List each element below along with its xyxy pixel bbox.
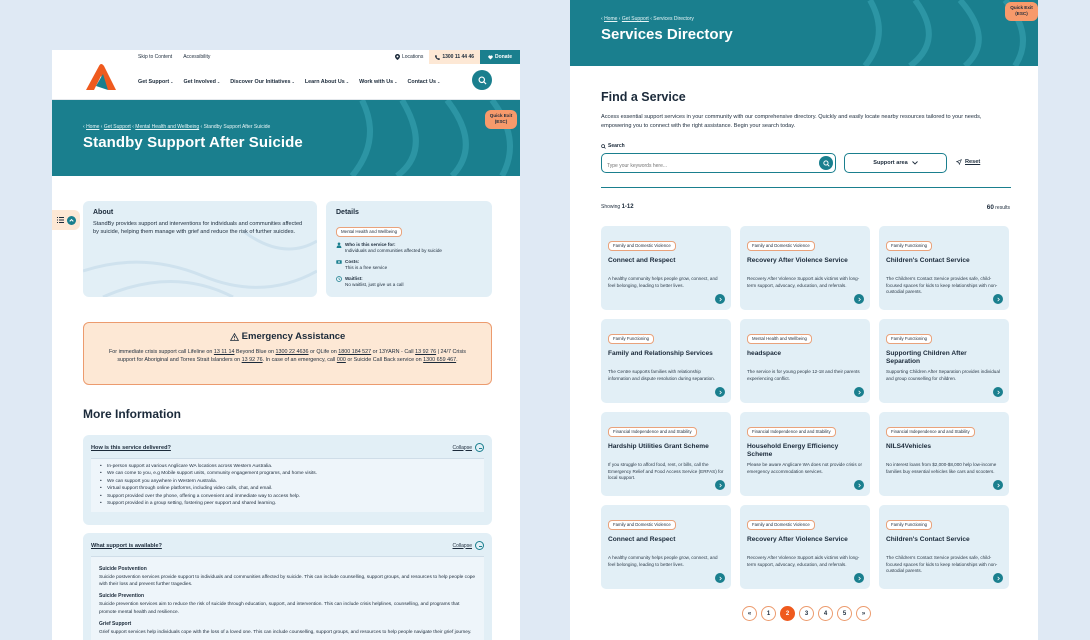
section-text: Grief support services help individuals cope with the loss of a loved one. This can include counselling, support groups, and resources to help people navigate their grief journey.	[99, 629, 472, 635]
list-item: • Virtual support through online platforms, including video calls, chat, and email.	[99, 485, 476, 492]
search-icon	[478, 76, 487, 85]
nav-search-button[interactable]	[472, 70, 492, 90]
list-item: • Support provided in a group setting, fostering peer support and shared learning.	[99, 500, 476, 507]
service-title: Connect and Respect	[608, 536, 676, 543]
breadcrumb-separator-icon: ‹	[83, 124, 87, 130]
detail-costs	[336, 259, 482, 272]
reset-arrow-icon	[956, 159, 962, 165]
main-navigation	[52, 64, 520, 100]
costs-value: This is a free service	[345, 265, 388, 271]
page-2-button[interactable]: 2	[780, 606, 795, 621]
arrow-right-icon[interactable]	[854, 294, 864, 304]
utility-bar	[52, 50, 520, 64]
phone-link[interactable]	[429, 50, 480, 64]
service-title: Recovery After Violence Service	[747, 257, 848, 264]
list-icon	[57, 217, 64, 223]
service-description: The Children's Contact Service provides safe, child-focused spaces for kids to keep relationships with non-custodial parents.	[886, 555, 998, 574]
search-box	[601, 153, 836, 173]
emergency-heading-text: Emergency Assistance	[241, 331, 346, 342]
list-item: • In-person support at various Anglicare WA locations across Western Australia.	[99, 463, 476, 470]
donate-button[interactable]	[480, 50, 520, 64]
page-1-button[interactable]: 1	[761, 606, 776, 621]
accordion-question: How is this service delivered?	[91, 444, 171, 451]
section-title: Grief Support	[99, 620, 132, 627]
arrow-right-icon[interactable]	[993, 573, 1003, 583]
find-service-heading: Find a Service	[601, 90, 686, 104]
service-description: Recovery After Violence Support aids victims with long-term support, advocacy, education, and referrals.	[747, 276, 860, 288]
chevron-down-icon	[912, 161, 918, 165]
category-tag: Family and Domestic Violence	[747, 241, 815, 251]
results-count-value: 60	[986, 204, 994, 211]
list-item: • We can come to you, e.g Mobile support units, community engagement programs, and home visits.	[99, 470, 476, 477]
about-card	[83, 201, 317, 297]
service-title: Children's Contact Service	[886, 257, 970, 264]
detail-who	[336, 242, 482, 255]
accordion-header[interactable]	[91, 541, 484, 550]
category-tag: Financial Independence and and Stability	[608, 427, 697, 437]
money-icon	[336, 259, 342, 265]
service-description: The Centre supports families with relationship information and dispute resolution during separation.	[608, 369, 715, 381]
locations-label: Locations	[401, 54, 424, 60]
detail-waitlist	[336, 276, 482, 289]
arrow-right-icon[interactable]	[854, 387, 864, 397]
pagination	[742, 606, 871, 621]
quick-exit-button[interactable]	[485, 110, 517, 129]
service-card[interactable]	[740, 226, 870, 310]
utility-right	[389, 50, 520, 64]
category-tag: Financial Independence and and Stability	[747, 427, 836, 437]
quick-exit-key: (ESC)	[494, 118, 508, 124]
search-label	[601, 143, 625, 149]
chevron-down-icon: ⌄	[170, 78, 174, 84]
breadcrumb-home[interactable]: Home	[86, 124, 100, 130]
breadcrumb-separator-icon: ‹	[100, 124, 104, 130]
search-submit-button[interactable]	[819, 156, 833, 170]
services-grid	[601, 226, 1011, 589]
service-description: If you struggle to afford food, rent, or bills, call the Emergency Relief and Food Access Service (ERFAS) for local support.	[608, 462, 724, 481]
donate-label: Donate	[495, 54, 512, 60]
arrow-right-icon[interactable]	[854, 573, 864, 583]
arrow-right-icon[interactable]	[993, 294, 1003, 304]
list-item: • Support provided over the phone, offering a convenient and immediate way to access help.	[99, 493, 476, 500]
clock-icon	[336, 276, 342, 282]
chevron-down-icon: ⌄	[216, 78, 221, 84]
category-tag: Family and Domestic Violence	[608, 241, 676, 251]
page-5-button[interactable]: 5	[837, 606, 852, 621]
service-card[interactable]	[879, 412, 1009, 496]
accordion-header[interactable]	[91, 443, 484, 452]
waitlist-label: Waitlist:	[345, 275, 363, 281]
quick-exit-button[interactable]	[1005, 2, 1038, 21]
service-card[interactable]	[740, 505, 870, 589]
divider	[601, 187, 1011, 188]
quick-exit-label: Quick Exit	[489, 113, 513, 118]
13yarn-phone-link[interactable]: 13 92 76	[415, 349, 437, 355]
breadcrumb	[601, 16, 694, 22]
waitlist-value: No waitlist, just give us a call	[345, 282, 404, 288]
breadcrumb	[83, 124, 270, 130]
accessibility-link[interactable]: Accessibility	[183, 54, 211, 60]
emergency-phone-link[interactable]: 000	[336, 357, 346, 364]
skip-to-content-link[interactable]: Skip to Content	[138, 54, 173, 60]
service-title: Supporting Children After Separation	[886, 350, 967, 365]
phone-icon	[435, 55, 440, 60]
more-information-heading: More Information	[83, 407, 181, 421]
qlife-phone-link[interactable]: 1800 184 527	[338, 349, 372, 355]
breadcrumb-get-support[interactable]: Get Support	[103, 124, 131, 130]
chevron-down-icon: ⌄	[394, 78, 398, 84]
accordion-service-delivery	[83, 435, 492, 525]
service-title: NILS4Vehicles	[886, 443, 932, 450]
page-4-button[interactable]: 4	[818, 606, 833, 621]
heart-icon	[488, 55, 493, 60]
category-tag: Mental Health and Wellbeing	[336, 227, 402, 237]
service-title: Children's Contact Service	[886, 536, 970, 543]
services-directory-page	[570, 0, 1038, 640]
collapse-toggle[interactable]: Collapse	[453, 443, 484, 452]
breadcrumb-get-support[interactable]: Get Support	[621, 16, 649, 22]
service-card[interactable]	[740, 319, 870, 403]
arrow-right-icon[interactable]	[993, 387, 1003, 397]
nav-get-support[interactable]: Get Support⌄	[138, 78, 174, 85]
emergency-text: For immediate crisis support call Lifeline on 13 11 14 Beyond Blue on 1300 22 4636 or QLife on 1800 184 527 or 13YARN - Call 13 92 76 | 24/7 Crisis support for Aboriginal and Torres Strait Islanders on 13 92 76. In case of an emergency, call 000 or Suicide Call Back service on 1300 659 467.	[109, 349, 466, 364]
quick-exit-label: Quick Exit	[1010, 5, 1033, 10]
search-icon	[823, 160, 830, 167]
service-card[interactable]	[601, 226, 731, 310]
emergency-heading	[84, 331, 491, 342]
breadcrumb-mental-health[interactable]: Mental Health and Wellbeing	[135, 124, 200, 130]
service-card[interactable]	[601, 505, 731, 589]
service-detail-page	[52, 50, 520, 640]
anglicare-logo[interactable]	[82, 56, 118, 96]
about-heading: About	[93, 209, 114, 216]
chevron-down-icon: ⌄	[436, 78, 441, 84]
service-title: Hardship Utilities Grant Scheme	[608, 443, 709, 450]
accordion-body	[91, 556, 484, 640]
details-heading: Details	[336, 209, 359, 216]
breadcrumb-separator-icon: ‹	[132, 124, 136, 130]
collapse-icon	[475, 443, 484, 452]
delivery-list	[99, 463, 476, 508]
service-description: Please be aware Anglicare WA does not provide crisis or emergency accommodation services.	[747, 462, 862, 474]
category-tag: Family Functioning	[608, 334, 654, 344]
nav-learn-about-us[interactable]: Learn About Us⌄	[304, 78, 350, 85]
reset-label: Reset	[965, 159, 981, 165]
nav-get-involved[interactable]: Get Involved⌄	[183, 78, 221, 85]
chevron-up-icon	[67, 216, 76, 225]
page-3-button[interactable]: 3	[799, 606, 814, 621]
arrow-right-icon[interactable]	[715, 387, 725, 397]
emergency-assistance-box	[83, 322, 492, 385]
section-title: Suicide Postvention	[99, 566, 147, 572]
breadcrumb-separator-icon: ‹	[650, 16, 654, 22]
lifeline-phone-link[interactable]: 13 11 14	[213, 349, 235, 355]
suicide-callback-phone-link[interactable]: 1300 659 467	[423, 357, 457, 364]
first-page-button[interactable]: «	[742, 606, 757, 621]
page-title: Standby Support After Suicide	[83, 134, 303, 151]
section-text: Suicide prevention services aim to reduce the risk of suicide through education, support, and intervention. This can include crisis helplines, counselling, and programs that promote mental health and resilience.	[99, 602, 460, 615]
accordion-body	[91, 458, 484, 512]
service-description: A healthy community helps people grow, connect, and feel belonging, leading to better lives.	[608, 276, 718, 288]
service-description: Recovery After Violence Support aids victims with long-term support, advocacy, education, and referrals.	[747, 555, 860, 567]
breadcrumb-home[interactable]: Home	[604, 16, 618, 22]
locations-link[interactable]	[389, 50, 429, 64]
page-title: Services Directory	[601, 26, 733, 43]
phone-number: 1300 11 44 46	[442, 54, 475, 60]
service-title: Recovery After Violence Service	[747, 536, 848, 543]
who-label: Who is this service for:	[345, 242, 396, 247]
support-area-label: Support area	[873, 160, 908, 166]
service-description: The Children's Contact Service provides safe, child-focused spaces for kids to keep relationships with non-custodial parents.	[886, 276, 998, 295]
category-tag: Mental Health and Wellbeing	[747, 334, 812, 344]
breadcrumb-separator-icon: ‹	[200, 124, 204, 130]
arrow-right-icon[interactable]	[715, 480, 725, 490]
find-service-description: Access essential support services in your community with our comprehensive directory. Quickly and easily locate nearby resources tailored to your needs, empowering you to connect with the right assistance. Begin your search today.	[601, 114, 982, 129]
breadcrumb-separator-icon: ‹	[618, 16, 622, 22]
showing-range: Showing 1-12	[601, 204, 634, 210]
service-title: Connect and Respect	[608, 257, 676, 264]
category-tag: Family Functioning	[886, 520, 932, 530]
location-pin-icon	[395, 54, 400, 60]
breadcrumb-current: Standby Support After Suicide	[203, 124, 271, 130]
service-card[interactable]	[601, 319, 731, 403]
section-text: Suicide postvention services provide support to individuals and communities affected by suicide. This can include counselling, support groups, and resources to help people cope with their loss and prevent further tragedies.	[99, 575, 476, 588]
section-title: Suicide Prevention	[99, 593, 145, 600]
arrow-right-icon[interactable]	[854, 480, 864, 490]
collapse-toggle[interactable]: Collapse	[453, 541, 484, 550]
arrow-right-icon[interactable]	[715, 573, 725, 583]
breadcrumb-separator-icon: ‹	[601, 16, 605, 22]
who-value: Individuals and communities affected by suicide	[345, 248, 442, 254]
service-title: Household Energy Efficiency Scheme	[747, 443, 839, 458]
service-card[interactable]	[601, 412, 731, 496]
beyond-blue-phone-link[interactable]: 1300 22 4636	[275, 349, 309, 355]
service-description: A healthy community helps people grow, connect, and feel belonging, leading to better lives.	[608, 555, 718, 567]
search-label-text: Search	[608, 143, 625, 149]
nav-items	[138, 79, 440, 85]
service-title: headspace	[747, 350, 782, 357]
service-card[interactable]	[879, 319, 1009, 403]
details-card	[326, 201, 492, 297]
showing-range-value: 1-12	[621, 204, 634, 210]
accordion-question: What support is available?	[91, 542, 162, 549]
chevron-down-icon: ⌄	[291, 78, 295, 84]
service-description: No interest loans from $2,000-$8,000 help low-income families buy essential vehicles like cars and scooters.	[886, 462, 997, 474]
category-tag: Family Functioning	[886, 334, 932, 344]
service-description: Supporting Children After Separation provides individual and group counselling for children.	[886, 369, 1000, 381]
service-title: Family and Relationship Services	[608, 350, 713, 357]
side-menu-toggle[interactable]	[52, 210, 80, 230]
collapse-icon	[475, 541, 484, 550]
chevron-down-icon: ⌄	[345, 78, 350, 84]
support-area-dropdown[interactable]	[844, 153, 947, 173]
search-icon	[601, 144, 606, 149]
warning-icon	[230, 333, 239, 341]
nav-contact-us[interactable]: Contact Us⌄	[407, 78, 441, 85]
arrow-right-icon[interactable]	[715, 294, 725, 304]
service-card[interactable]	[879, 505, 1009, 589]
arrow-right-icon[interactable]	[993, 480, 1003, 490]
page-hero	[52, 100, 520, 176]
page-hero	[570, 0, 1038, 66]
about-text: StandBy provides support and interventions for individuals and communities affected by suicide, helping them manage with grief and reduce the risk of further suicides.	[93, 221, 303, 236]
service-card[interactable]	[740, 412, 870, 496]
category-tag: Family and Domestic Violence	[747, 520, 815, 530]
category-tag: Family Functioning	[886, 241, 932, 251]
results-count: 60 results	[986, 204, 1010, 211]
service-card[interactable]	[879, 226, 1009, 310]
crisis-support-phone-link[interactable]: 13 92 76	[241, 357, 263, 364]
quick-exit-key: (ESC)	[1015, 10, 1028, 16]
person-icon	[336, 242, 342, 248]
accordion-support-available	[83, 533, 492, 640]
costs-label: Costs:	[345, 258, 360, 264]
last-page-button[interactable]: »	[856, 606, 871, 621]
reset-button[interactable]	[956, 159, 980, 165]
category-tag: Financial Independence and and Stability	[886, 427, 975, 437]
category-tag: Family and Domestic Violence	[608, 520, 676, 530]
breadcrumb-current: Services Directory	[653, 16, 694, 22]
nav-discover-initiatives[interactable]: Discover Our Initiatives⌄	[230, 78, 295, 85]
nav-work-with-us[interactable]: Work with Us⌄	[359, 78, 398, 85]
list-item: • We can support you anywhere in Western Australia.	[99, 478, 476, 485]
search-input[interactable]	[602, 157, 802, 175]
service-description: The service is for young people 12-18 and their parents experiencing conflict.	[747, 369, 860, 381]
